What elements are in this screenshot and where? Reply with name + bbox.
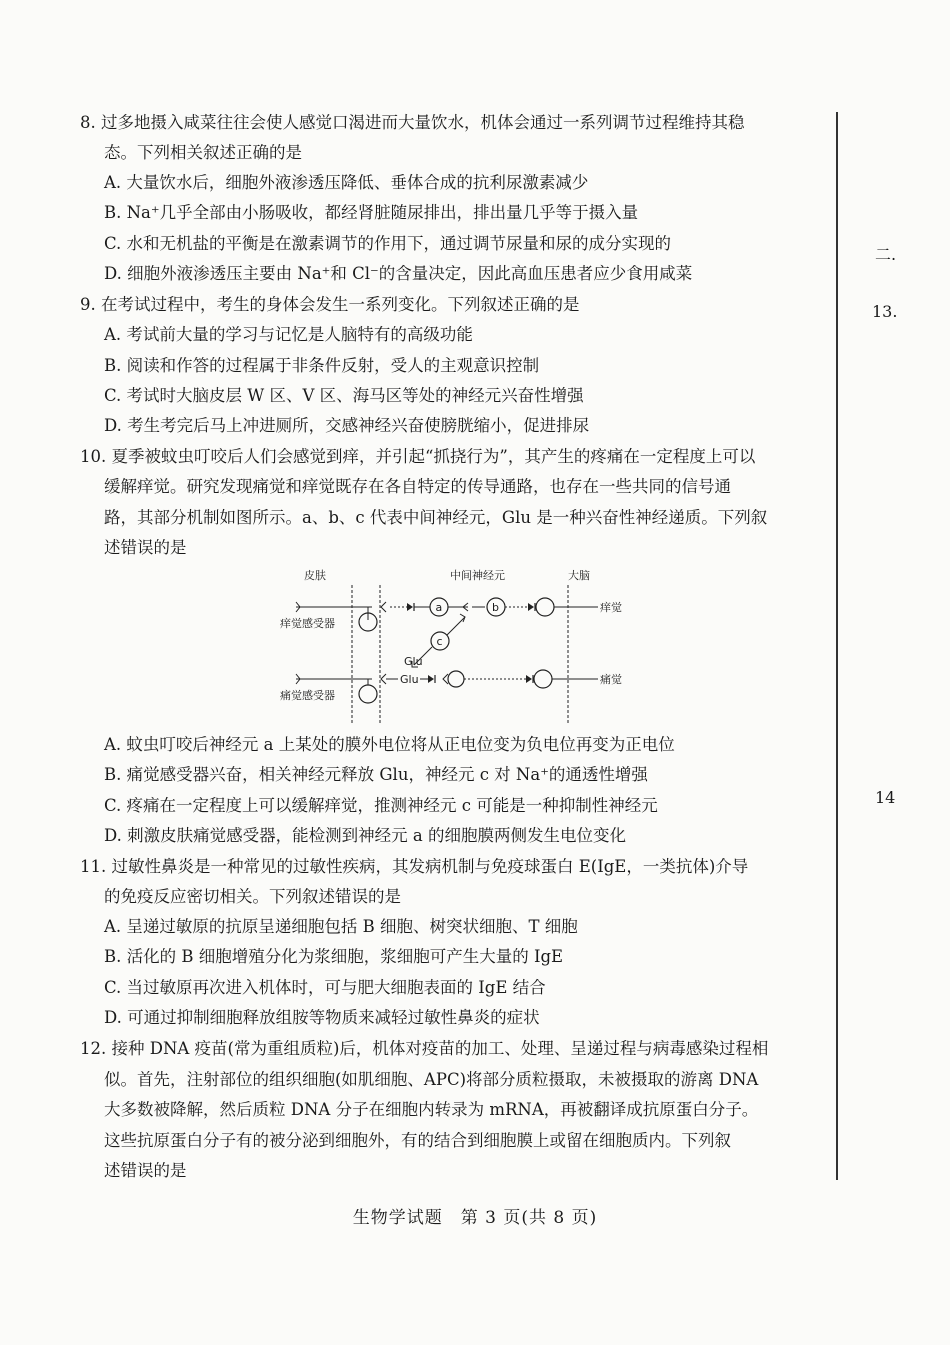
q8-option-c: C. 水和无机盐的平衡是在激素调节的作用下，通过调节尿量和尿的成分实现的 [104, 234, 672, 253]
label-skin: 皮肤 [304, 569, 326, 582]
itch-arrow-1 [407, 603, 413, 611]
q10-stem-line3: 路，其部分机制如图所示。a、b、c 代表中间神经元，Glu 是一种兴奋性神经递质。下列叙 [104, 508, 768, 527]
q10-stem-line1: 10. 夏季被蚊虫叮咬后人们会感觉到痒，并引起“抓挠行为”，其产生的疼痛在一定程度上可以 [80, 447, 756, 466]
q11-stem-line2: 的免疫反应密切相关。下列叙述错误的是 [104, 887, 401, 906]
c-to-b-line [447, 617, 465, 635]
label-neuron-c: c [436, 635, 443, 648]
q8-option-b: B. Na⁺几乎全部由小肠吸收，都经肾脏随尿排出，排出量几乎等于摄入量 [104, 203, 639, 222]
q12-stem-line1: 12. 接种 DNA 疫苗(常为重组质粒)后，机体对疫苗的加工、处理、呈递过程与病毒感染过程相 [80, 1039, 769, 1058]
q11-option-a: A. 呈递过敏原的抗原呈递细胞包括 B 细胞、树突状细胞、T 细胞 [104, 917, 578, 936]
q10-option-b: B. 痛觉感受器兴奋，相关神经元释放 Glu，神经元 c 对 Na⁺的通透性增强 [104, 765, 648, 784]
q12-stem-line5: 述错误的是 [104, 1161, 187, 1180]
q9-option-c: C. 考试时大脑皮层 W 区、V 区、海马区等处的神经元兴奋性增强 [104, 386, 584, 405]
q10-option-a: A. 蚊虫叮咬后神经元 a 上某处的膜外电位将从正电位变为负电位再变为正电位 [104, 735, 675, 754]
q8-option-d: D. 细胞外液渗透压主要由 Na⁺和 Cl⁻的含量决定，因此高血压患者应少食用咸菜 [104, 264, 693, 283]
column-divider [836, 112, 838, 1180]
label-interneuron: 中间神经元 [450, 569, 505, 582]
itch-synapse-1 [381, 602, 386, 612]
pain-interneuron [448, 671, 464, 687]
pain-arrow-1 [428, 675, 434, 683]
q11-option-b: B. 活化的 B 细胞增殖分化为浆细胞，浆细胞可产生大量的 IgE [104, 947, 564, 966]
itch-arrow-2 [528, 603, 534, 611]
q12-stem-line3: 大多数被降解，然后质粒 DNA 分子在细胞内转录为 mRNA，再被翻译成抗原蛋白分子。 [104, 1100, 759, 1119]
q9-stem-line1: 9. 在考试过程中，考生的身体会发生一系列变化。下列叙述正确的是 [80, 295, 580, 314]
label-glu-2: Glu [400, 673, 419, 686]
q11-stem-line1: 11. 过敏性鼻炎是一种常见的过敏性疾病，其发病机制与免疫球蛋白 E(IgE，一类抗体)介导 [80, 857, 749, 876]
q8-stem-line2: 态。下列相关叙述正确的是 [104, 143, 302, 162]
neural-pathway-diagram [280, 565, 640, 730]
label-itch-receptor: 痒觉感受器 [280, 617, 335, 630]
label-brain: 大脑 [568, 569, 590, 582]
q9-option-d: D. 考生考完后马上冲进厕所，交感神经兴奋使膀胱缩小，促进排尿 [104, 416, 590, 435]
q10-option-d: D. 刺激皮肤痛觉感受器，能检测到神经元 a 的细胞膜两侧发生电位变化 [104, 826, 626, 845]
label-neuron-a: a [435, 601, 443, 614]
q10-option-c: C. 疼痛在一定程度上可以缓解痒觉，推测神经元 c 可能是一种抑制性神经元 [104, 796, 658, 815]
page-footer: 生物学试题 第 3 页(共 8 页) [352, 1208, 598, 1228]
q8-stem-line1: 8. 过多地摄入咸菜往往会使人感觉口渴进而大量饮水，机体会通过一系列调节过程维持其稳 [80, 113, 745, 132]
pain-receptor-cell [359, 685, 377, 703]
q9-option-b: B. 阅读和作答的过程属于非条件反射，受人的主观意识控制 [104, 356, 540, 375]
q12-stem-line4: 这些抗原蛋白分子有的被分泌到细胞外，有的结合到细胞膜上或留在细胞质内。下列叙 [104, 1131, 731, 1150]
margin-question-14: 14 [875, 788, 896, 807]
pain-brain-neuron [534, 670, 552, 688]
label-glu-1: Glu [404, 655, 423, 668]
margin-question-13: 13. [872, 302, 898, 321]
question-8 [80, 108, 805, 138]
pain-synapse-2 [443, 674, 448, 684]
label-pain: 痛觉 [600, 673, 622, 686]
itch-brain-neuron [536, 598, 554, 616]
pain-synapse-1 [381, 674, 386, 684]
pain-arrow-2 [526, 675, 532, 683]
q10-stem-line2: 缓解痒觉。研究发现痛觉和痒觉既存在各自特定的传导通路，也存在一些共同的信号通 [104, 477, 731, 496]
q9-option-a: A. 考试前大量的学习与记忆是人脑特有的高级功能 [104, 325, 473, 344]
label-pain-receptor: 痛觉感受器 [280, 689, 335, 702]
q8-option-a: A. 大量饮水后，细胞外液渗透压降低、垂体合成的抗利尿激素减少 [104, 173, 589, 192]
label-itch: 痒觉 [600, 601, 622, 614]
q11-option-d: D. 可通过抑制细胞释放组胺等物质来减轻过敏性鼻炎的症状 [104, 1008, 540, 1027]
margin-section-marker: 二. [875, 245, 897, 264]
q10-stem-line4: 述错误的是 [104, 538, 187, 557]
label-neuron-b: b [492, 601, 499, 614]
q12-stem-line2: 似。首先，注射部位的组织细胞(如肌细胞、APC)将部分质粒摄取，未被摄取的游离 DNA [104, 1070, 759, 1089]
q11-option-c: C. 当过敏原再次进入机体时，可与肥大细胞表面的 IgE 结合 [104, 978, 546, 997]
